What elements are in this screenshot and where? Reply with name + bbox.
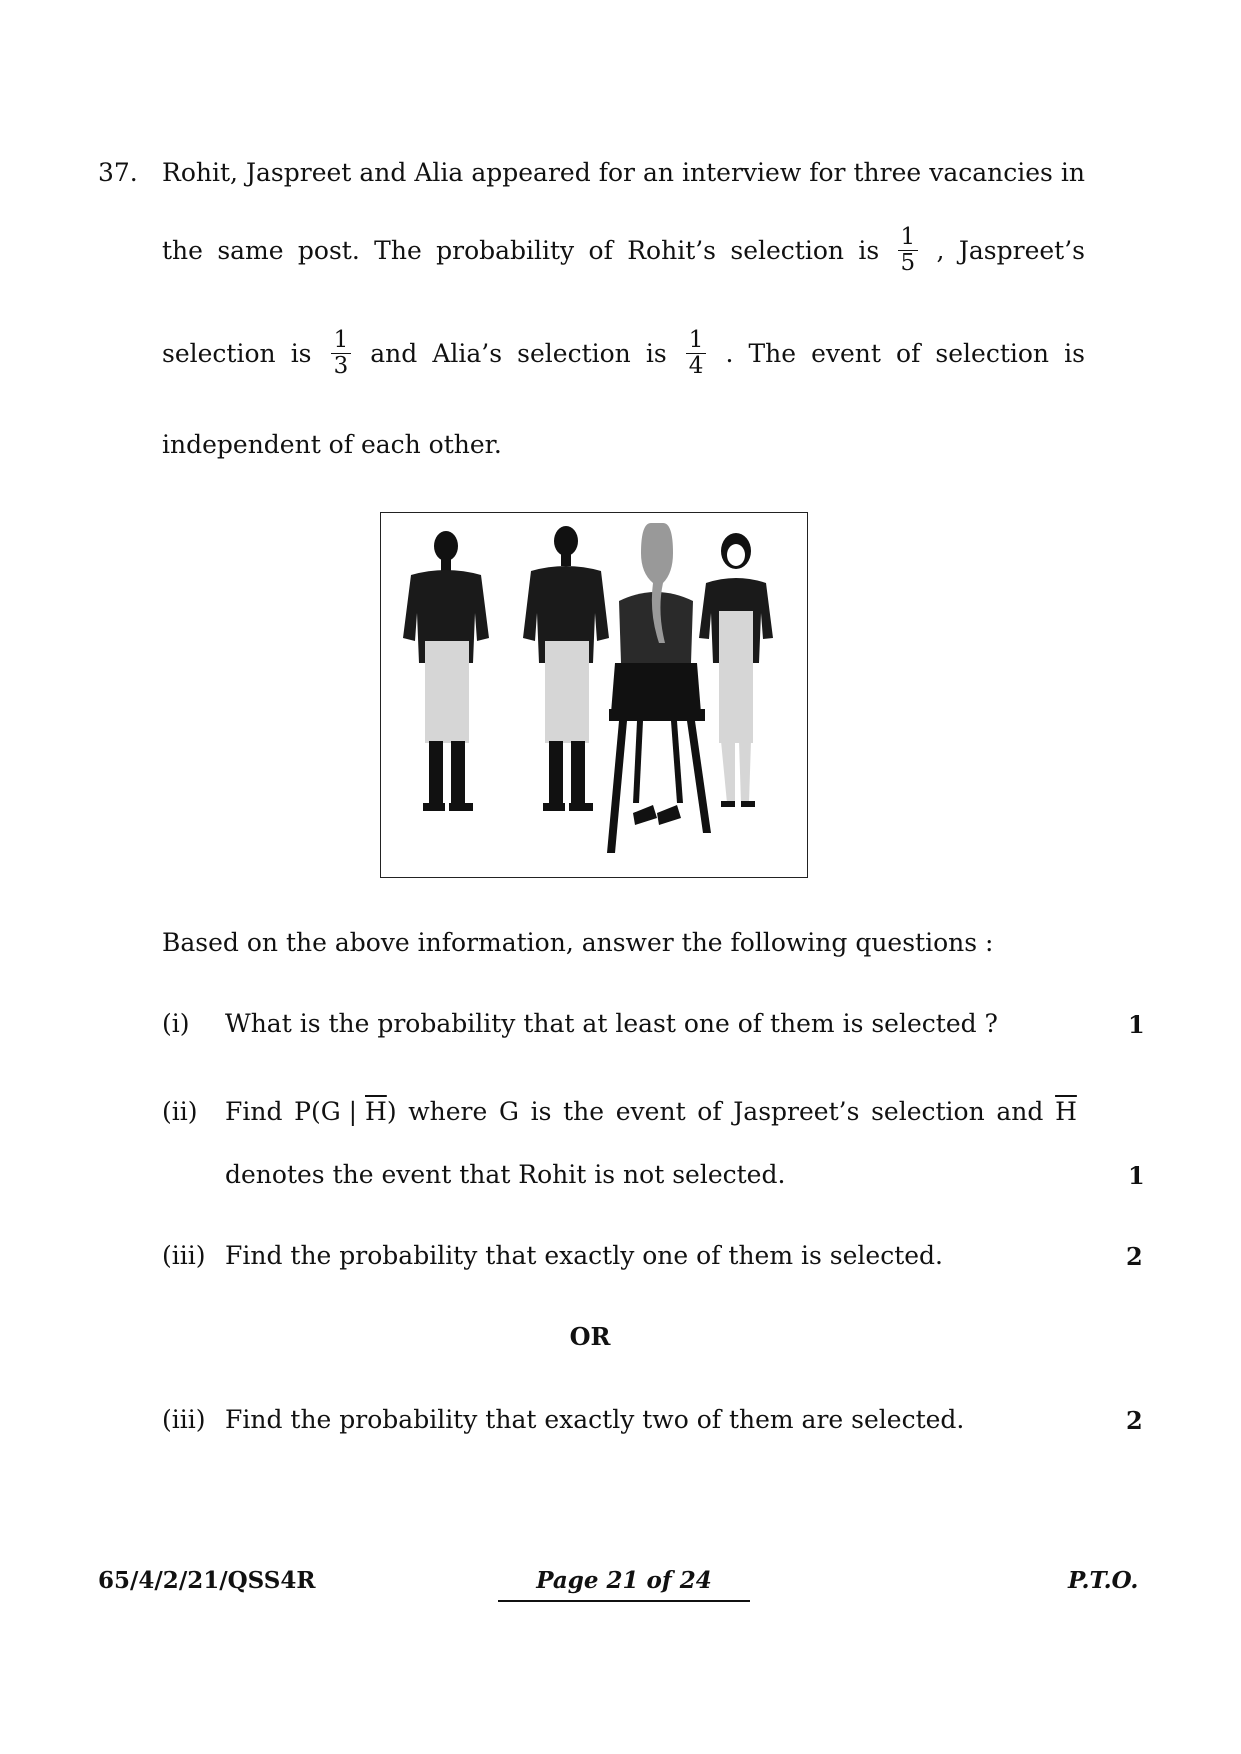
fraction-numerator: 1	[333, 327, 349, 353]
please-turn-over: P.T.O.	[1068, 1567, 1139, 1594]
word: Rohit’s	[627, 235, 717, 265]
word: of	[896, 338, 921, 368]
comma: ,	[936, 235, 945, 265]
man-silhouette-2	[523, 526, 609, 811]
word: selection	[162, 338, 276, 368]
word: and	[370, 338, 418, 368]
woman-silhouette	[699, 533, 773, 807]
word: is	[530, 1097, 552, 1126]
word: Alia’s	[432, 338, 503, 368]
word: selection	[871, 1097, 985, 1126]
word: is	[1064, 338, 1085, 368]
word: is	[858, 235, 880, 265]
fraction-rohit	[898, 225, 919, 276]
word: is	[645, 338, 667, 368]
subquestion-iii-alt-text: Find the probability that exactly two of them are selected.	[225, 1405, 965, 1434]
expr-part: P(G |	[294, 1097, 358, 1126]
word: selection	[517, 338, 631, 368]
word: G	[498, 1097, 519, 1126]
conditional-probability-expression	[294, 1097, 396, 1127]
word: post.	[297, 235, 360, 265]
or-separator: OR	[569, 1322, 611, 1351]
fraction-denominator: 3	[331, 353, 352, 379]
question-text-line-1: Rohit, Jaspreet and Alia appeared for an interview for three vacancies in	[162, 158, 1085, 187]
word: of	[697, 1097, 722, 1126]
subquestion-iii-label: (iii)	[162, 1241, 206, 1270]
subquestion-iii-text: Find the probability that exactly one of them is selected.	[225, 1241, 943, 1270]
question-text-line-2	[162, 225, 1085, 276]
subquestion-i-text: What is the probability that at least one of them is selected ?	[225, 1009, 998, 1038]
word: same	[217, 235, 284, 265]
word: selection	[730, 235, 844, 265]
period: .	[725, 338, 734, 368]
subquestion-ii-label: (ii)	[162, 1097, 198, 1126]
word: The	[374, 235, 422, 265]
paper-code: 65/4/2/21/QSS4R	[98, 1567, 316, 1594]
fraction-numerator: 1	[688, 327, 704, 353]
word: where	[408, 1097, 488, 1126]
question-text-line-3	[162, 328, 1085, 379]
subquestion-iii-alt-marks: 2	[1126, 1406, 1143, 1435]
fraction-denominator: 4	[686, 353, 707, 379]
man-silhouette-1	[403, 531, 489, 811]
word: is	[290, 338, 312, 368]
subquestion-i-label: (i)	[162, 1009, 190, 1038]
word: the	[162, 235, 203, 265]
subquestion-iii-marks: 2	[1126, 1242, 1143, 1271]
interview-illustration	[380, 512, 808, 878]
h-complement: $\overline{H}$	[365, 1097, 387, 1126]
instruction-text: Based on the above information, answer the following questions :	[162, 928, 994, 957]
subquestion-iii-alt-label: (iii)	[162, 1405, 206, 1434]
fraction-jaspreet	[331, 328, 352, 379]
word: the	[563, 1097, 605, 1126]
subquestion-i-marks: 1	[1128, 1010, 1145, 1039]
expr-part: )	[386, 1097, 397, 1126]
subquestion-ii-text-line-2: denotes the event that Rohit is not selected.	[225, 1160, 786, 1189]
word: probability	[436, 235, 575, 265]
h-complement: $\overline{H}$	[1055, 1097, 1077, 1126]
fraction-denominator: 5	[898, 250, 919, 276]
subquestion-ii-marks: 1	[1128, 1161, 1145, 1190]
word: of	[588, 235, 613, 265]
page-number: Page 21 of 24	[498, 1567, 750, 1602]
word: The	[748, 338, 797, 368]
fraction-numerator: 1	[900, 224, 916, 250]
word: and	[996, 1097, 1044, 1126]
fraction-alia	[686, 328, 707, 379]
word: Jaspreet’s	[733, 1097, 860, 1126]
candidates-silhouette-image	[381, 513, 806, 876]
subquestion-ii-text-line-1	[225, 1097, 1077, 1127]
question-text-line-4: independent of each other.	[162, 430, 502, 459]
word: Find	[225, 1097, 283, 1126]
word: Jaspreet’s	[958, 235, 1085, 265]
question-number: 37.	[98, 158, 138, 187]
word: event	[615, 1097, 686, 1126]
word: event	[811, 338, 881, 368]
word: selection	[935, 338, 1050, 368]
